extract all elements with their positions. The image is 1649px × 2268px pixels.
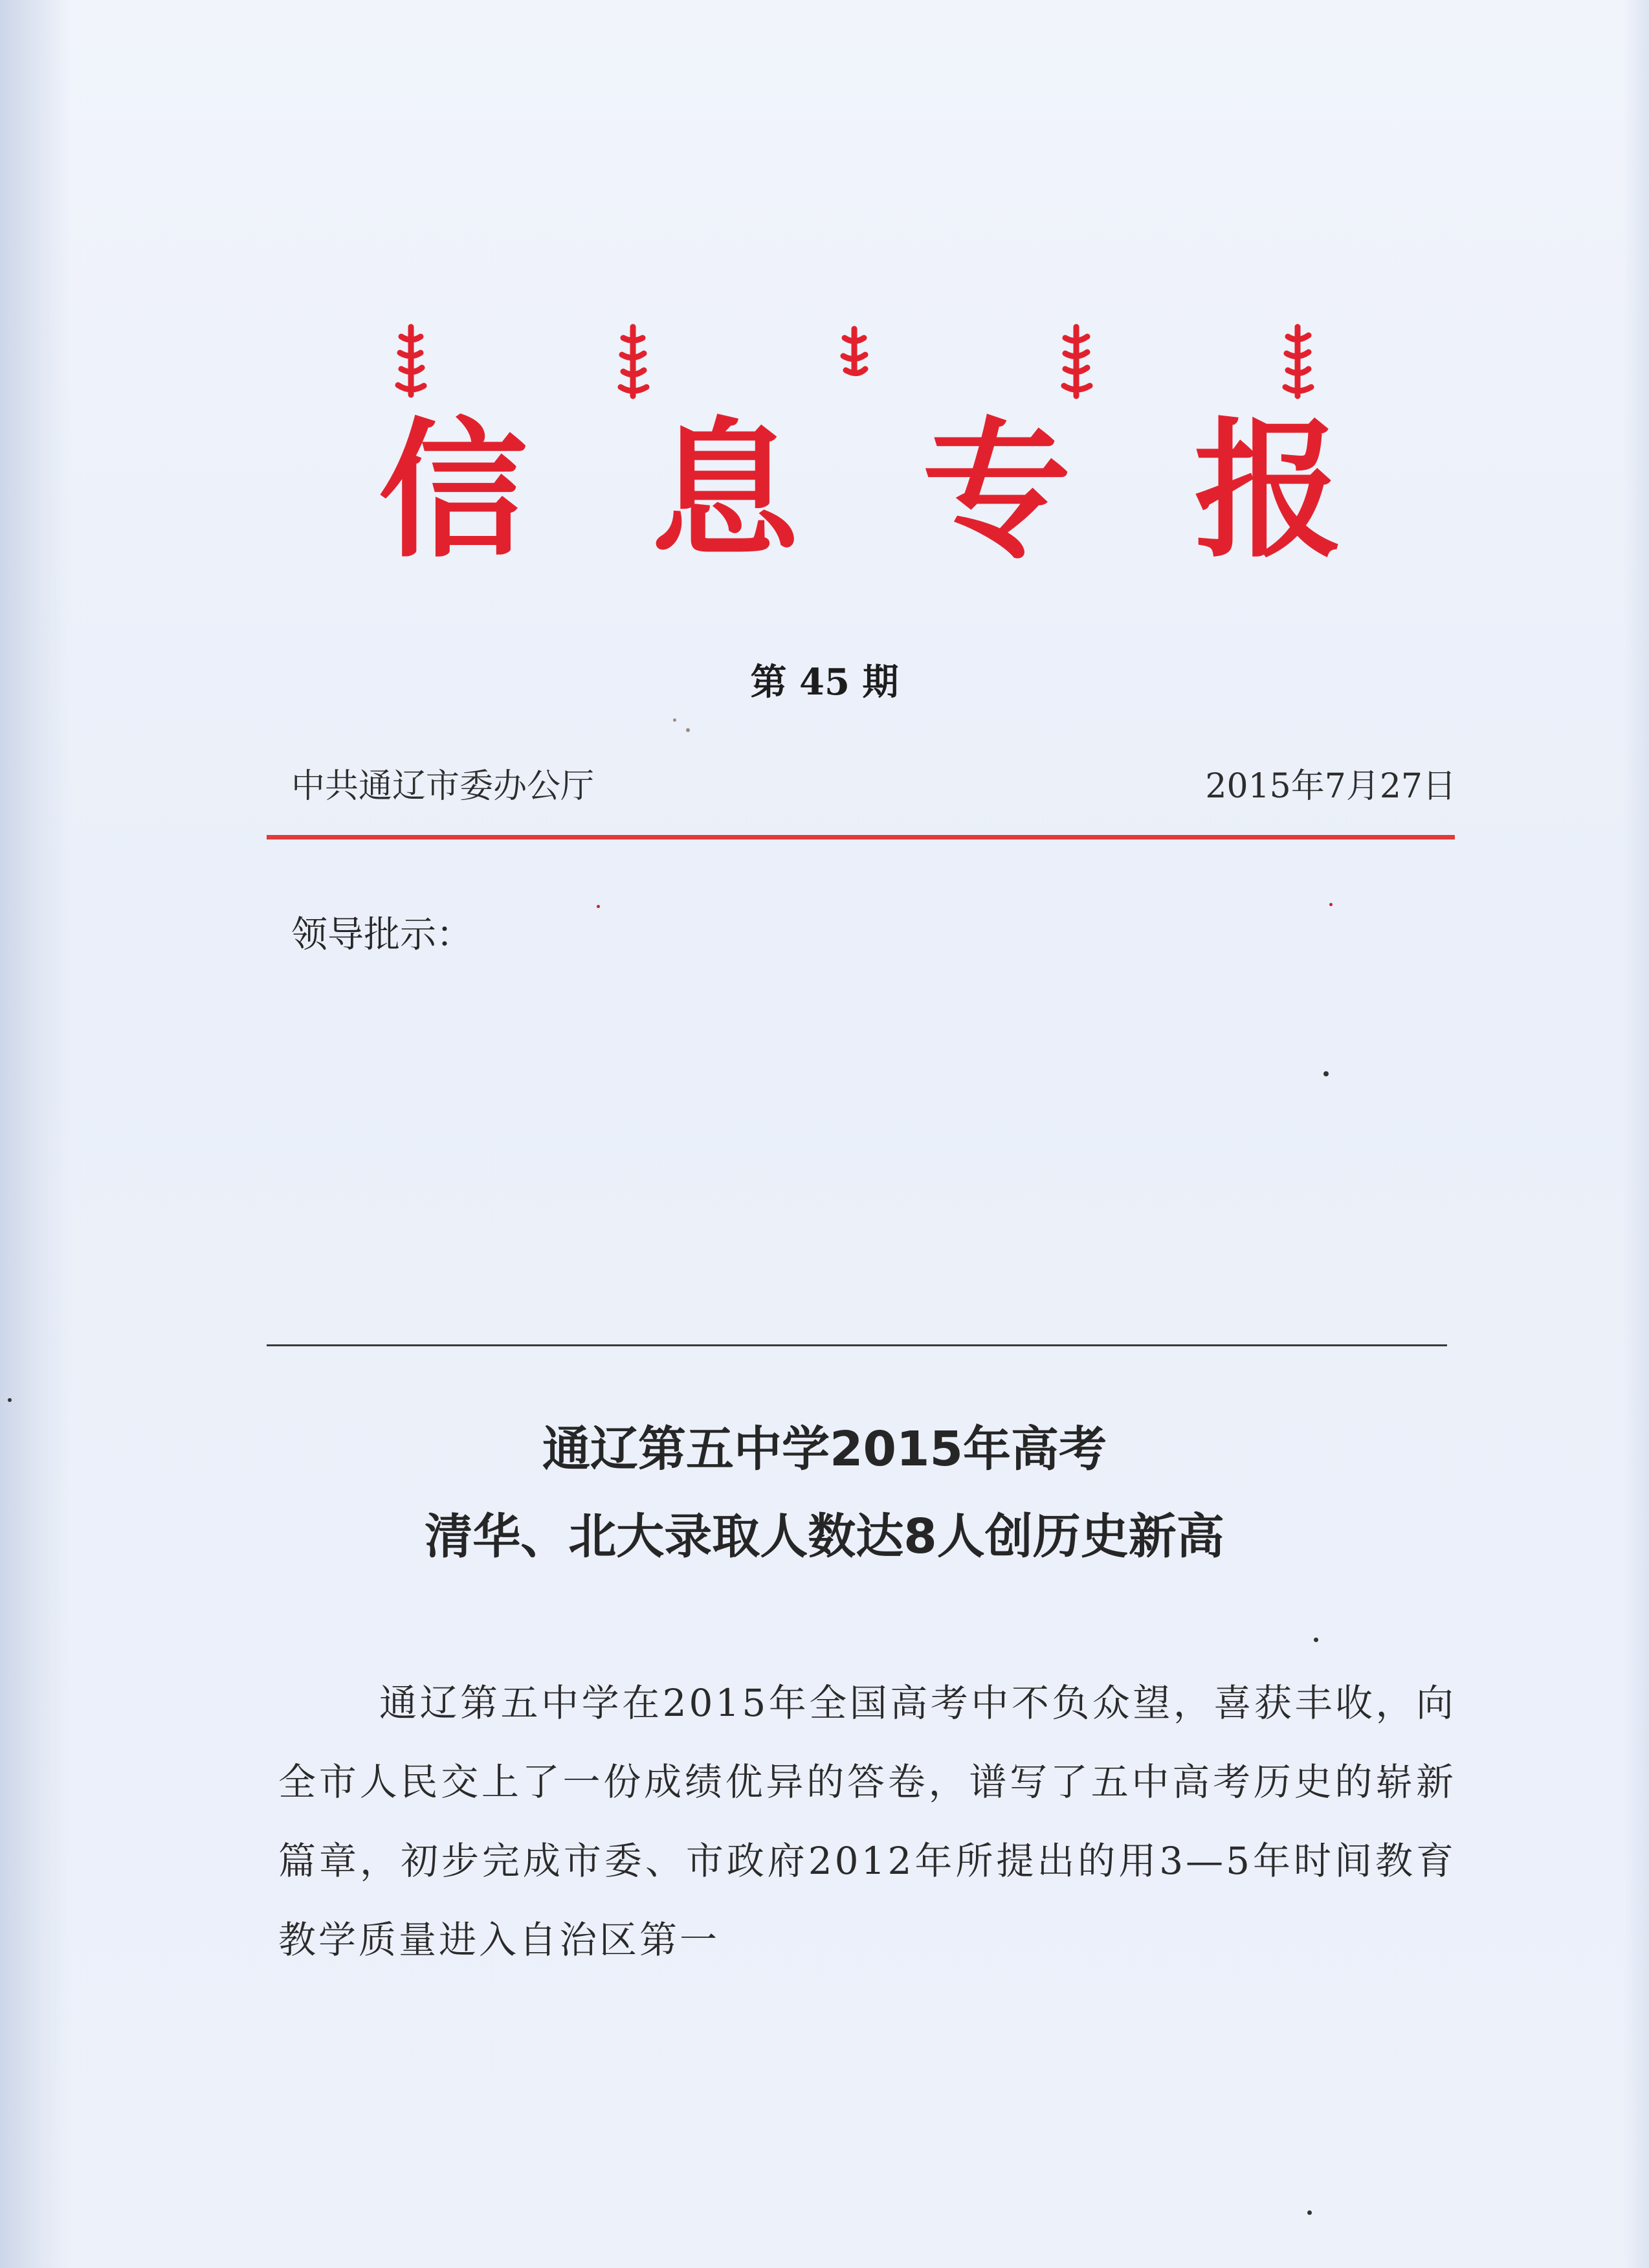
masthead-title <box>337 405 1385 578</box>
scan-speck <box>686 728 690 732</box>
mongolian-word-4 <box>1054 324 1099 401</box>
scan-speck <box>597 905 600 908</box>
mongolian-word-5 <box>1275 324 1320 401</box>
issue-number: 第 45 期 <box>750 661 899 704</box>
page-shadow-left <box>0 0 71 2268</box>
headline-line-1: 通辽第五中学2015年高考 <box>542 1421 1107 1477</box>
masthead-char: 息 <box>650 405 799 578</box>
mongolian-word-3 <box>832 324 877 401</box>
issue-date: 2015年7月27日 <box>1205 767 1456 806</box>
mongolian-word-1 <box>388 324 434 401</box>
mongolian-word-2 <box>610 324 656 401</box>
scan-speck <box>1314 1638 1318 1642</box>
masthead-char: 信 <box>378 405 527 578</box>
scan-speck <box>8 1398 12 1402</box>
red-divider <box>267 835 1455 839</box>
headline-line-2: 清华、北大录取人数达8人创历史新高 <box>425 1509 1224 1564</box>
issuing-organization: 中共通辽市委办公厅 <box>291 767 595 806</box>
body-paragraph: 通辽第五中学在2015年全国高考中不负众望，喜获丰收，向全市人民交上了一份成绩优异的答卷，谱写了五中高考历史的崭新篇章，初步完成市委、市政府2012年所提出的用3—5年时间教育教学质量进入自治区第一 <box>278 1681 1456 1962</box>
page-shadow-right <box>1623 0 1649 2268</box>
section-divider <box>267 1344 1447 1346</box>
scan-speck <box>1307 2210 1312 2215</box>
scan-speck <box>1329 903 1333 906</box>
masthead-char: 报 <box>1193 405 1343 578</box>
scan-speck <box>673 718 676 722</box>
mongolian-masthead <box>388 324 1320 401</box>
leader-instructions-label: 领导批示： <box>291 914 472 956</box>
masthead-char: 专 <box>922 405 1071 578</box>
scan-speck <box>1323 1071 1329 1076</box>
meta-row <box>291 759 1456 804</box>
